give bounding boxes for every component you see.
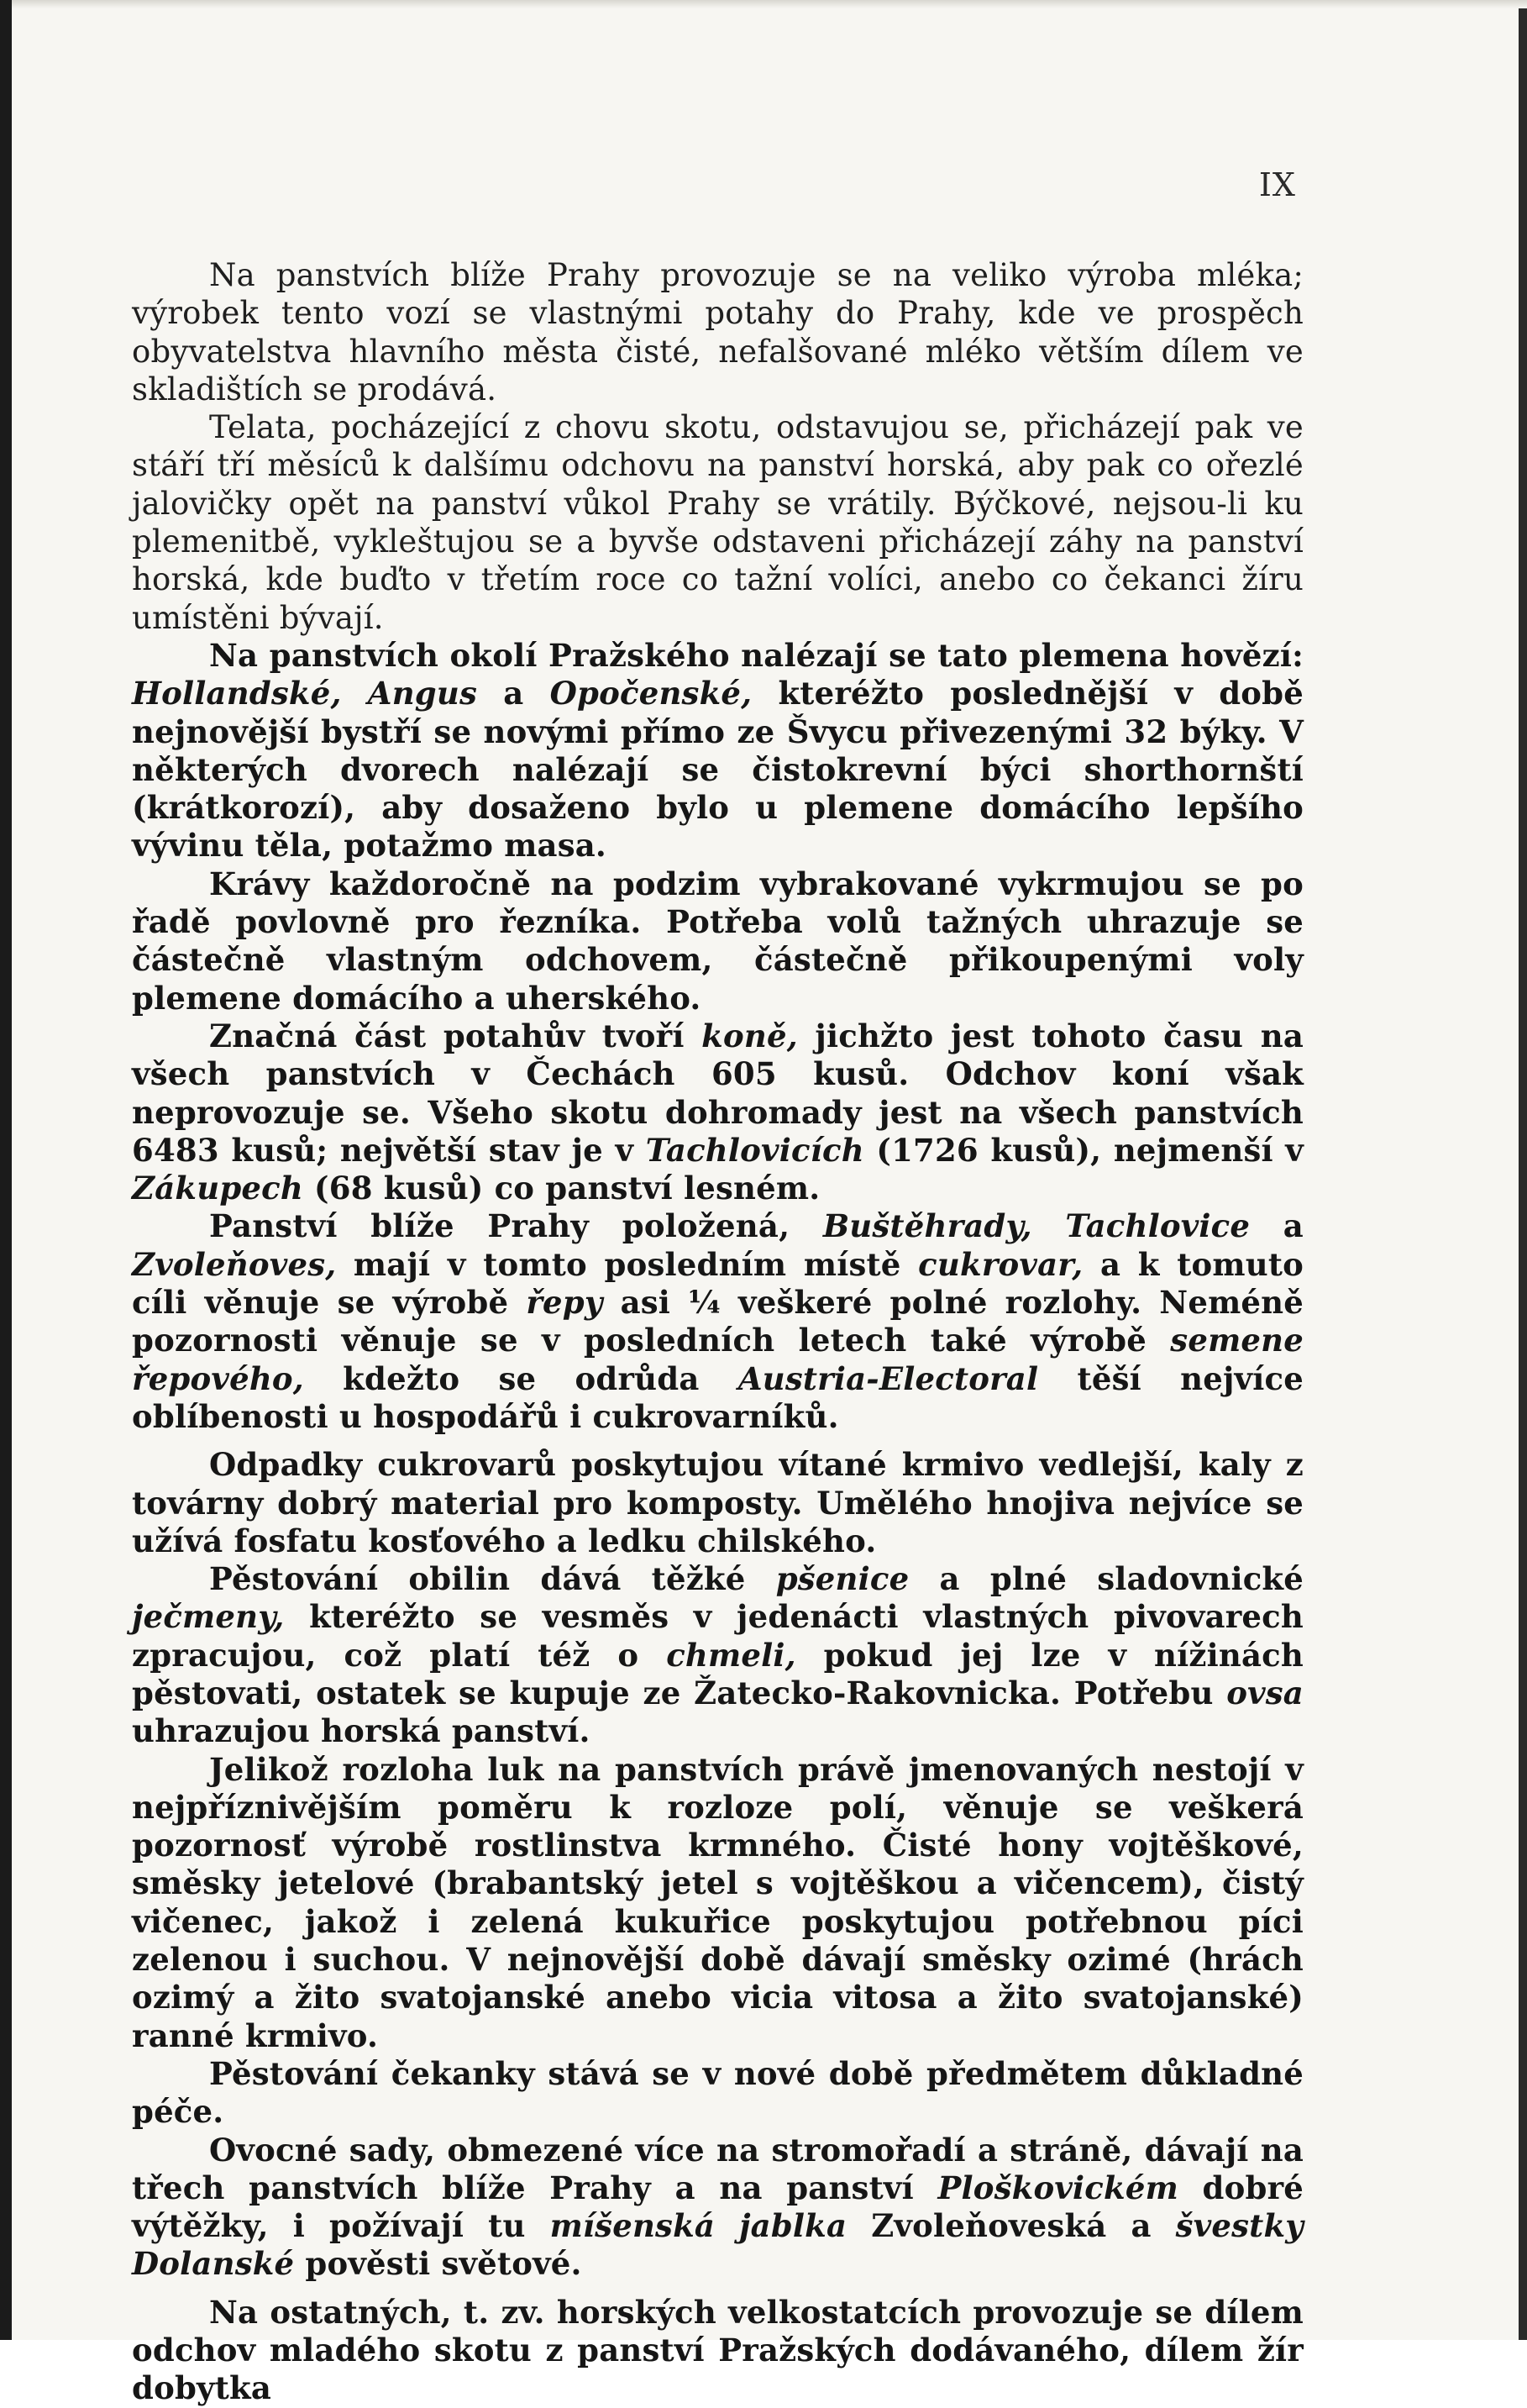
- paragraph: [132, 637, 1304, 865]
- italic-term: švestky Dolanské: [132, 2207, 1304, 2283]
- italic-term: Austria-Electoral: [737, 1359, 1039, 1397]
- italic-term: ovsa: [1226, 1674, 1304, 1711]
- text-run: jichžto jest tohoto času na všech panstvích v Čechách 605 kusů. Odchov koní však neprovozuje se. Všeho skotu dohromady jest na všech panstvích 6483 kusů; největší stav je v: [132, 1017, 1304, 1169]
- italic-term: Zvoleňoves,: [132, 1245, 337, 1283]
- paragraph: [132, 865, 1304, 1017]
- paragraph: [132, 2132, 1304, 2284]
- italic-term: semene řepového,: [132, 1322, 1304, 1397]
- text-run: Odpadky cukrovarů poskytujou vítané krmivo vedlejší, kaly z továrny dobrý material pro komposty. Umělého hnojiva nejvíce se užívá fosfatu kosťového a ledku chilského.: [132, 1446, 1304, 1559]
- text-run: Zvoleňoveská a: [847, 2207, 1176, 2245]
- paragraph: [132, 1446, 1304, 1560]
- text-run: a plné sladovnické: [909, 1560, 1304, 1598]
- text-run: Telata, pocházející z chovu skotu, odstavujou se, přicházejí pak ve stáří tří měsíců k dalšímu odchovu na panství horská, aby pak co ořezlé jalovičky opět na panství vůkol Prahy se vrátily. Býčkové, nejsou-li ku plemenitbě, vykleštujou se a byvše odstaveni přicházejí záhy na panství horská, kde buďto v třetím roce co tažní volíci, anebo co čekanci žíru umístěni bývají.: [132, 409, 1304, 636]
- text-run: pověsti světové.: [294, 2245, 582, 2283]
- text-run: uhrazujou horská panství.: [132, 1712, 590, 1750]
- text-run: dobré výtěžky, i požívají tu: [132, 2169, 1304, 2245]
- text-run: (68 kusů) co panství lesném.: [302, 1170, 821, 1207]
- text-run: Pěstování čekanky stává se v nové době předmětem důkladné péče.: [132, 2054, 1304, 2131]
- text-run: pokud jej lze v nížinách pěstovati, ostatek se kupuje ze Žatecko-Rakovnicka. Potřebu: [132, 1636, 1304, 1711]
- italic-term: cukrovar,: [918, 1245, 1084, 1283]
- text-run: kdežto se odrůda: [303, 1359, 738, 1397]
- italic-term: Opočenské,: [549, 675, 753, 712]
- italic-term: řepy: [526, 1284, 603, 1322]
- text-run: a: [477, 675, 550, 712]
- page-body-text: [132, 256, 1304, 2408]
- paragraph: [132, 408, 1304, 637]
- text-run: Na panstvích blíže Prahy provozuje se na veliko výroba mléka; výrobek tento vozí se vlastnými potahy do Prahy, kde ve prospěch obyvatelstva hlavního města čisté, nefalšované mléko větším dílem ve skladištích se prodává.: [132, 257, 1304, 407]
- text-run: Na ostatných, t. zv. horských velkostatcích provozuje se dílem odchov mladého skotu z panství Pražských dodávaného, dílem žír dobytka: [132, 2293, 1304, 2407]
- italic-term: koně,: [701, 1017, 798, 1054]
- italic-term: míšenská jablka: [549, 2207, 847, 2245]
- italic-term: Zákupech: [132, 1170, 303, 1207]
- text-run: Panství blíže Prahy položená,: [209, 1207, 823, 1245]
- paragraph: [132, 256, 1304, 408]
- scan-speck-mark: [1292, 34, 1342, 67]
- text-run: (1726 kusů), nejmenší v: [863, 1131, 1304, 1169]
- text-run: Pěstování obilin dává těžké: [209, 1560, 776, 1598]
- text-run: asi ¼ veškeré polné rozlohy. Neméně pozornosti věnuje se v posledních letech také výrobě: [132, 1284, 1304, 1359]
- paragraph: [132, 2294, 1304, 2408]
- paragraph: [132, 1751, 1304, 2055]
- italic-term: pšenice: [775, 1560, 910, 1598]
- text-run: kteréžto se vesměs v jedenácti vlastných pivovarech zpracujou, což platí též o: [132, 1598, 1304, 1674]
- paragraph: [132, 1207, 1304, 1436]
- page-top-edge: [12, 0, 1527, 8]
- text-run: kteréžto poslednější v době nejnovější bystří se novými přímo ze Švycu přivezenými 32 býky. V některých dvorech nalézají se čistokrevní býci shorthornští (krátkorozí), aby dosaženo bylo u plemene domácího lepšího vývinu těla, potažmo masa.: [132, 675, 1304, 865]
- italic-term: Buštěhrady, Tachlovice: [822, 1207, 1251, 1245]
- text-run: a k tomuto cíli věnuje se výrobě: [132, 1245, 1304, 1322]
- italic-term: Tachlovicích: [645, 1131, 864, 1169]
- text-run: Ovocné sady, obmezené více na stromořadí a stráně, dávají na třech panstvích blíže Prahy a na panství: [132, 2131, 1304, 2206]
- italic-term: Ploškovickém: [937, 2169, 1178, 2206]
- text-run: Značná část potahův tvoří: [209, 1017, 702, 1054]
- text-run: mají v tomto posledním místě: [336, 1245, 919, 1283]
- page-number: IX: [1258, 166, 1296, 203]
- italic-term: Hollandské, Angus: [132, 675, 478, 712]
- paragraph: [132, 1017, 1304, 1207]
- text-run: Na panstvích okolí Pražského nalézají se tato plemena hovězí:: [209, 636, 1304, 674]
- text-run: těší nejvíce oblíbenosti u hospodářů i cukrovarníků.: [132, 1359, 1304, 1435]
- italic-term: ječmeny,: [132, 1598, 285, 1636]
- paragraph: [132, 1560, 1304, 1750]
- paragraph: [132, 2055, 1304, 2132]
- text-run: Krávy každoročně na podzim vybrakované vykrmujou se po řadě povlovně pro řezníka. Potřeba volů tažných uhrazuje se částečně vlastným odchovem, částečně přikoupenými voly plemene domácího a uherského.: [132, 865, 1304, 1017]
- text-run: a: [1250, 1207, 1304, 1245]
- text-run: Jelikož rozloha luk na panstvích právě jmenovaných nestojí v nejpříznivějším poměru k rozloze polí, věnuje se veškerá pozornosť výrobě rostlinstva krmného. Čisté hony vojtěškové, směsky jetelové (brabantský jetel s vojtěškou a vičencem), čistý vičenec, jakož i zelená kukuřice poskytujou potřebnou píci zelenou i suchou. V nejnovější době dávají směsky ozimé (hrách ozimý a žito svatojanské anebo vicia vitosa a žito svatojanské) ranné krmivo.: [132, 1750, 1304, 2054]
- italic-term: chmeli,: [666, 1636, 796, 1674]
